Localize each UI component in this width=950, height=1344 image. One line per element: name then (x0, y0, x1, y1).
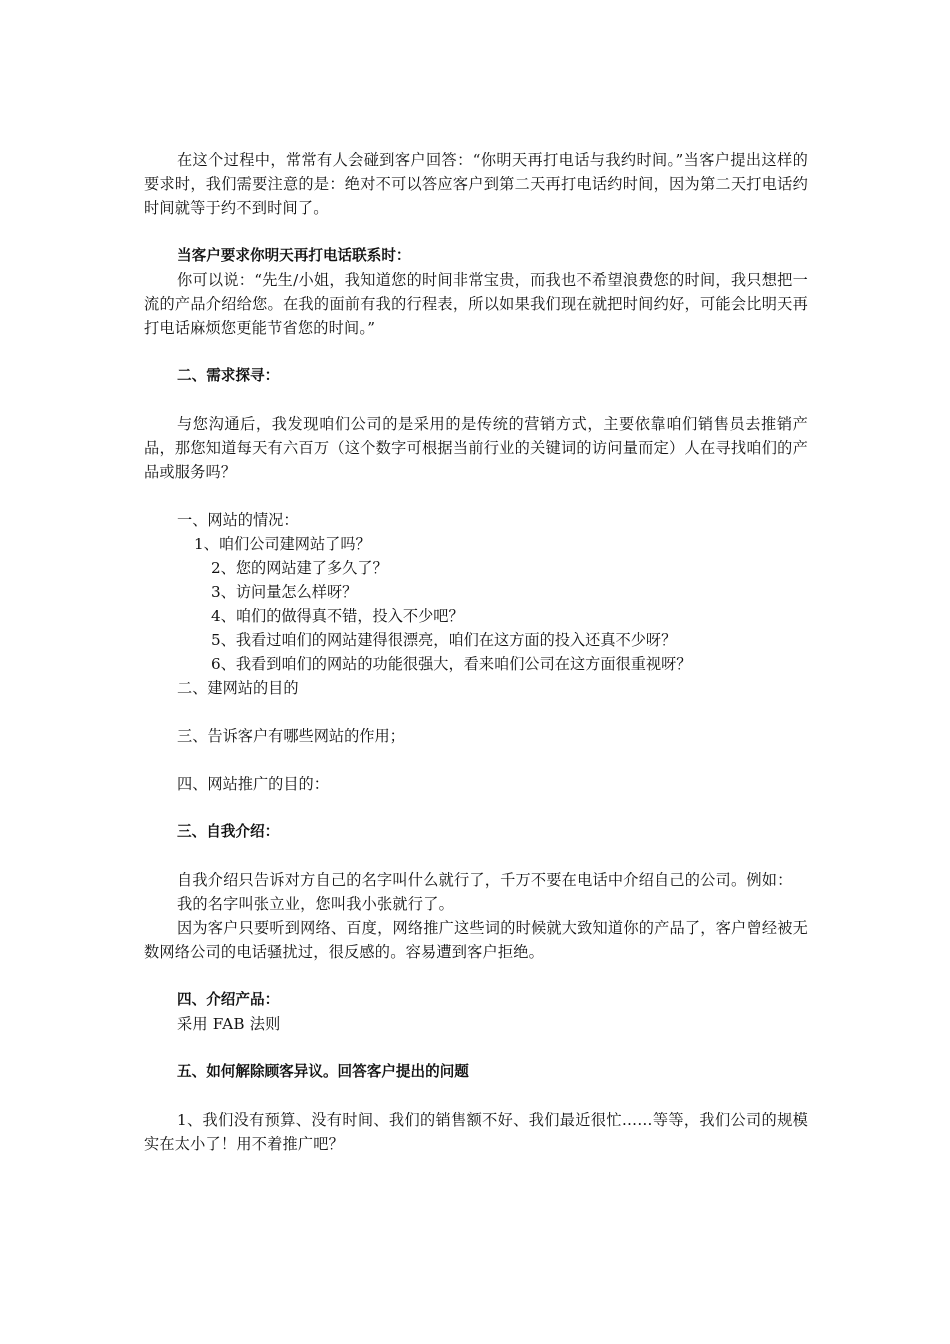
subsection-website-purpose: 二、建网站的目的 (177, 679, 299, 697)
needs-paragraph: 与您沟通后，我发现咱们公司的是采用的是传统的营销方式，主要依靠咱们销售员去推销产品，那您知道每天有六百万（这个数字可根据当前行业的关键词的访问量而定）人在寻找咱们的产品或服务吗？ (144, 415, 808, 481)
objection-paragraph: 1、我们没有预算、没有时间、我们的销售额不好、我们最近很忙……等等，我们公司的规模实在太小了！用不着推广吧？ (144, 1111, 808, 1153)
intro-heading: 当客户要求你明天再打电话联系时： (177, 247, 411, 264)
subsection-website-status: 一、网站的情况： (177, 511, 299, 529)
document-body (144, 148, 808, 1156)
section-heading-product: 四、介绍产品： (177, 991, 280, 1008)
subsection-website-functions: 三、告诉客户有哪些网站的作用； (177, 727, 405, 745)
self-intro-reason: 因为客户只要听到网络、百度，网络推广这些词的时候就大致知道你的产品了，客户曾经被无数网络公司的电话骚扰过，很反感的。容易遭到客户拒绝。 (144, 919, 808, 961)
question-item: 6、我看到咱们的网站的功能很强大，看来咱们公司在这方面很重视呀？ (211, 655, 692, 673)
self-intro-paragraph: 自我介绍只告诉对方自己的名字叫什么就行了，千万不要在电话中介绍自己的公司。例如： (177, 871, 793, 889)
self-intro-example: 我的名字叫张立业，您叫我小张就行了。 (177, 895, 454, 913)
intro-script-paragraph: 你可以说：“先生/小姐，我知道您的时间非常宝贵，而我也不希望浪费您的时间，我只想把一流的产品介绍给您。在我的面前有我的行程表，所以如果我们现在就把时间约好，可能会比明天再打电话麻烦您更能节省您的时间。” (144, 271, 808, 337)
intro-paragraph: 在这个过程中，常常有人会碰到客户回答：“你明天再打电话与我约时间。”当客户提出这样的要求时，我们需要注意的是：绝对不可以答应客户到第二天再打电话约时间，因为第二天打电话约时间就等于约不到时间了。 (144, 151, 808, 217)
question-item: 5、我看过咱们的网站建得很漂亮，咱们在这方面的投入还真不少呀？ (211, 631, 677, 649)
question-item: 1、咱们公司建网站了吗？ (194, 535, 371, 553)
product-paragraph: 采用 FAB 法则 (177, 1015, 281, 1033)
question-item: 2、您的网站建了多久了？ (211, 559, 388, 577)
section-heading-needs: 二、需求探寻： (177, 367, 280, 384)
subsection-promotion-purpose: 四、网站推广的目的： (177, 775, 329, 793)
question-item: 3、访问量怎么样呀？ (211, 583, 358, 601)
section-heading-objections: 五、如何解除顾客异议。回答客户提出的问题 (177, 1063, 469, 1080)
question-item: 4、咱们的做得真不错，投入不少吧？ (211, 607, 464, 625)
section-heading-self-intro: 三、自我介绍： (177, 823, 280, 840)
